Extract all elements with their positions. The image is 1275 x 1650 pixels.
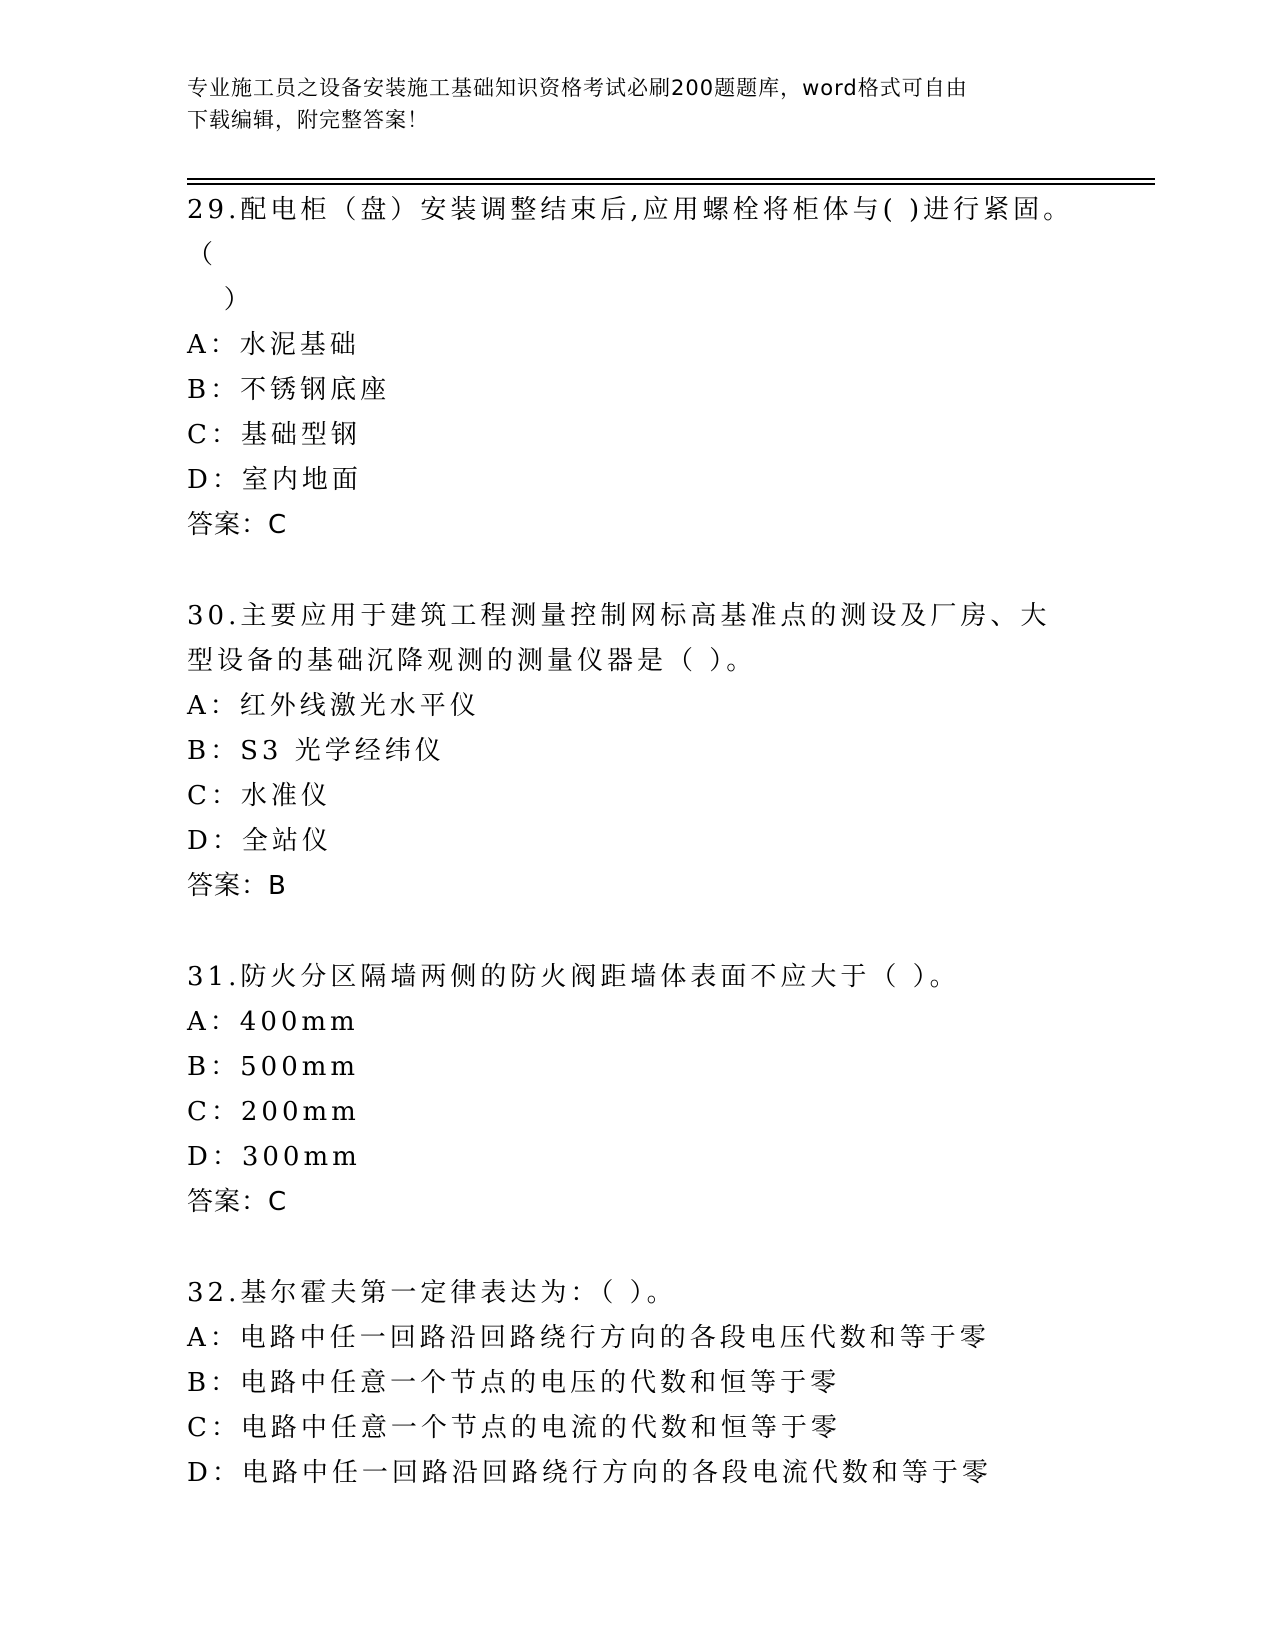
- answer-line: 答案：C: [187, 510, 288, 540]
- answer-line: 答案：B: [187, 871, 287, 901]
- option-d: D：300mm: [187, 1142, 361, 1172]
- option-d: D：电路中任一回路沿回路绕行方向的各段电流代数和等于零: [187, 1458, 992, 1488]
- header-divider-bottom: [187, 183, 1155, 185]
- option-d: D：室内地面: [187, 465, 362, 495]
- option-b: B：电路中任意一个节点的电压的代数和恒等于零: [187, 1368, 841, 1398]
- option-b: B：S3 光学经纬仪: [187, 736, 445, 766]
- option-c: C：基础型钢: [187, 420, 361, 450]
- option-b: B：不锈钢底座: [187, 375, 391, 405]
- option-d: D：全站仪: [187, 826, 332, 856]
- answer-line: 答案：C: [187, 1187, 288, 1217]
- option-b: B：500mm: [187, 1052, 360, 1082]
- header-line-1: 专业施工员之设备安装施工基础知识资格考试必刷200题题库，word格式可自由: [187, 76, 968, 100]
- question-29: [187, 188, 1087, 548]
- question-stem: 30.主要应用于建筑工程测量控制网标高基准点的测设及厂房、大型设备的基础沉降观测的测量仪器是（ ）。: [187, 601, 1051, 676]
- option-a: A：红外线激光水平仪: [187, 691, 480, 721]
- option-a: A：电路中任一回路沿回路绕行方向的各段电压代数和等于零: [187, 1323, 990, 1353]
- document-header: [187, 72, 1067, 136]
- question-stem: 32.基尔霍夫第一定律表达为：（ ）。: [187, 1278, 677, 1308]
- header-line-2: 下载编辑，附完整答案！: [187, 108, 429, 132]
- question-32: [187, 1271, 1087, 1496]
- question-stem: 29.配电柜（盘）安装调整结束后,应用螺栓将柜体与( )进行紧固。（ ）: [187, 195, 1074, 315]
- question-stem: 31.防火分区隔墙两侧的防火阀距墙体表面不应大于（ ）。: [187, 962, 960, 992]
- option-c: C：200mm: [187, 1097, 360, 1127]
- option-c: C：电路中任意一个节点的电流的代数和恒等于零: [187, 1413, 841, 1443]
- header-divider-top: [187, 178, 1155, 180]
- question-30: [187, 594, 1087, 909]
- question-list: [187, 188, 1087, 1496]
- question-31: [187, 955, 1087, 1225]
- option-a: A：水泥基础: [187, 330, 360, 360]
- option-a: A：400mm: [187, 1007, 359, 1037]
- option-c: C：水准仪: [187, 781, 331, 811]
